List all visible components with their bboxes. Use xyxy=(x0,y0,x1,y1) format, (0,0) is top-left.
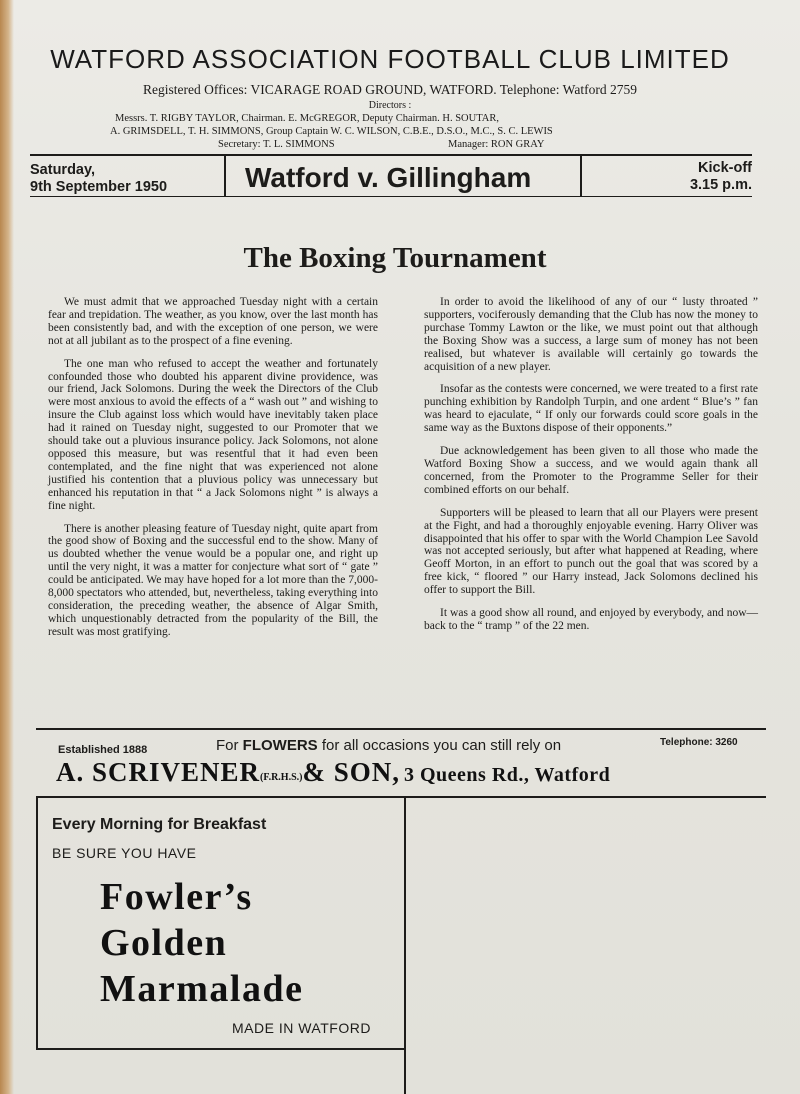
article-paragraph: We must admit that we approached Tuesday night with a certain fear and trepidation. The weather, as you know, over the last month has been consistently bad, and with the exception of one person, we were not at all jubilant as to the prospect of a fine evening. xyxy=(48,296,378,347)
article-column-right xyxy=(424,296,758,643)
match-date-block xyxy=(30,162,167,196)
florist-address: 3 Queens Rd., Watford xyxy=(403,764,611,786)
marmalade-brand-line-2: Golden xyxy=(100,922,228,964)
paper-edge-stain xyxy=(0,0,14,1094)
directors-line-1: Messrs. T. RIGBY TAYLOR, Chairman. E. McGREGOR, Deputy Chairman. H. SOUTAR, xyxy=(115,113,499,124)
florist-tagline-pre: For xyxy=(216,737,243,754)
article-paragraph: Due acknowledgement has been given to all those who made the Watford Boxing Show a success, and we would again thank all concerned, from the Promoter to the Programme Seller for their combined efforts on our behalf. xyxy=(424,445,758,496)
kickoff-time: 3.15 p.m. xyxy=(689,177,752,193)
article-paragraph: The one man who refused to accept the weather and fortunately confounded those who doubted his apparent divine providence, was our friend, Jack Solomons. During the week the Directors of the Club were most anxious to avoid the effects of a “ wash out ” and wishing to insure the Club against loss which would have inevitably taken place had it rained on Tuesday night, suggested to our Promoter that we should take out a pluvious insurance policy. Jack Solomons, not alone opposed this measure, but was resentful that it had even been contemplated, and the fine night that was experienced not alone justified his contention that a pluvious policy was unnecessary but enhanced his reputation in that “ a Jack Solomons night ” is always a fine night. xyxy=(48,357,378,512)
florist-qualification: (F.R.H.S.) xyxy=(260,771,303,783)
manager: Manager: RON GRAY xyxy=(448,139,545,150)
marmalade-tagline-1: Every Morning for Breakfast xyxy=(52,816,267,833)
florist-name: A. SCRIVENER xyxy=(56,757,261,787)
header-rule-top xyxy=(30,154,752,156)
florist-name-suffix: & SON, xyxy=(302,757,400,787)
marmalade-brand-line-1: Fowler’s xyxy=(100,876,253,918)
match-day: Saturday, xyxy=(30,162,96,178)
banner-divider-left xyxy=(224,156,226,196)
directors-label: Directors : xyxy=(368,100,412,111)
banner-divider-right xyxy=(580,156,582,196)
kickoff-label: Kick-off xyxy=(698,160,752,176)
article-paragraph: Supporters will be pleased to learn that all our Players were present at the Fight, and had a thoroughly enjoyable evening. Harry Oliver was disappointed that his offer to spar with the World Champion Lee Savold was not accepted seriously, but after what happened at Reading, where Geoff Morton, in an effort to punch out the goal that was scored by a free kick, “ floored ” our Harry instead, Jack Solomons declined his offer to support the Bill. xyxy=(424,506,758,597)
article-paragraph: There is another pleasing feature of Tuesday night, quite apart from the good show of Boxing and the successful end to the show. Many of us doubted whether the venue would be a popular one, and right up until the very night, it was a matter for conjecture what sort of “ gate ” could be anticipated. We may have hoped for a lot more than the 7,000-8,000 spectators who attended, but, nevertheless, taking everything into consideration, the preceding weather, the absence of Algar Smith, which unquestionably detracted from the popularity of the Bill, the result was most gratifying. xyxy=(48,522,378,638)
marmalade-box-bottom xyxy=(36,1048,406,1050)
florist-name-block xyxy=(56,757,610,788)
florist-tagline-post: for all occasions you can still rely on xyxy=(317,737,562,754)
florist-tagline-flowers: FLOWERS xyxy=(242,737,318,754)
marmalade-box-left xyxy=(36,798,38,1050)
match-title: Watford v. Gillingham xyxy=(245,162,532,193)
marmalade-tagline-2: BE SURE YOU HAVE xyxy=(52,845,197,861)
club-name: WATFORD ASSOCIATION FOOTBALL CLUB LIMITED xyxy=(50,44,730,74)
florist-established: Established 1888 xyxy=(58,744,148,756)
directors-line-2: A. GRIMSDELL, T. H. SIMMONS, Group Captain W. C. WILSON, C.B.E., D.S.O., M.C., S. C. LEWIS xyxy=(110,126,553,137)
florist-telephone: Telephone: 3260 xyxy=(660,737,738,748)
secretary: Secretary: T. L. SIMMONS xyxy=(218,139,335,150)
ad-rule-top xyxy=(36,728,766,730)
registered-offices: Registered Offices: VICARAGE ROAD GROUND, WATFORD. Telephone: Watford 2759 xyxy=(143,82,637,97)
ad-rule-middle xyxy=(36,796,766,798)
article-title: The Boxing Tournament xyxy=(243,242,547,274)
match-date: 9th September 1950 xyxy=(30,179,168,195)
article-column-left xyxy=(48,296,378,649)
article-paragraph: In order to avoid the likelihood of any of our “ lusty throated ” supporters, vociferously demanding that the Club has now the money to purchase Tommy Lawton or the like, we must point out that although the Boxing Show was a success, a large sum of money has not been realised, but whatever is available will certainly go towards the acquisition of a new player. xyxy=(424,296,758,373)
kickoff-block xyxy=(690,160,752,194)
header-rule-bottom xyxy=(30,196,752,197)
article-paragraph: It was a good show all round, and enjoyed by everybody, and now—back to the “ tramp ” of the 22 men. xyxy=(424,607,758,632)
marmalade-brand-line-3: Marmalade xyxy=(100,968,304,1010)
florist-tagline xyxy=(216,737,561,754)
article-paragraph: Insofar as the contests were concerned, we were treated to a first rate punching exhibition by Randolph Turpin, and one ardent “ Blue’s ” fan was heard to ejaculate, “ If only our forwards could score goals in the same way as the Buxtons dispose of their opponents.” xyxy=(424,383,758,435)
marmalade-made-in: MADE IN WATFORD xyxy=(232,1020,371,1036)
